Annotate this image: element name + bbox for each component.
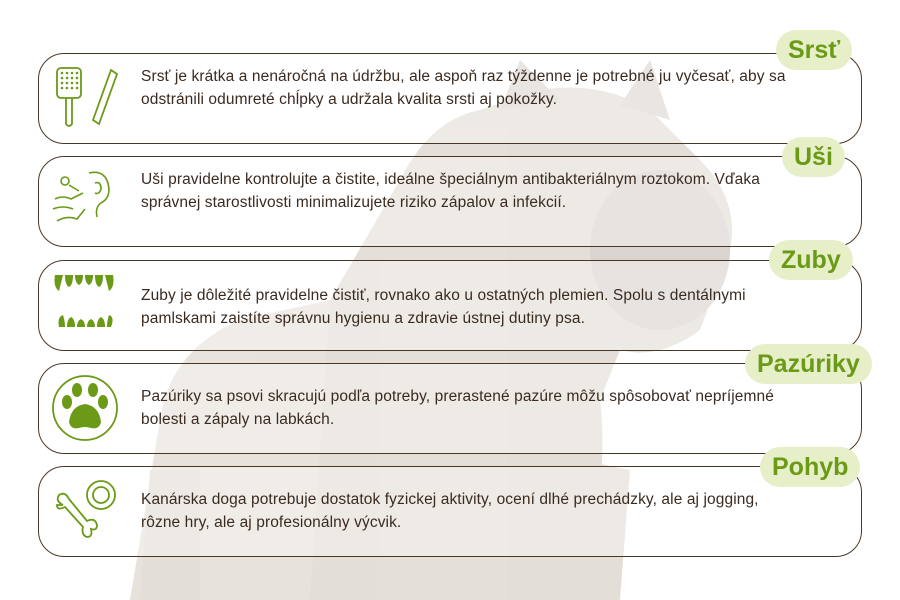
section-text: Kanárska doga potrebuje dostatok fyzickej aktivity, ocení dlhé prechádzky, ale aj jogging, rôzne hry, ale aj profesionálny výcvik. — [141, 491, 759, 531]
paw-icon — [49, 372, 121, 444]
section-title-badge: Srsť — [776, 30, 852, 70]
section-title-badge: Zuby — [769, 240, 853, 280]
section-card-usi — [38, 156, 862, 247]
section-text: Zuby je dôležité pravidelne čistiť, rovnako ako u ostatných plemien. Spolu s dentálnymi pamlskami zaistíte správnu hygienu a zdravie ústnej dutiny psa. — [141, 287, 746, 327]
section-text: Pazúriky sa psovi skracujú podľa potreby, prerastené pazúre môžu spôsobovať nepríjemné bolesti a zápaly na labkách. — [141, 388, 774, 428]
section-text: Uši pravidelne kontrolujte a čistite, ideálne špeciálnym antibakteriálnym roztokom. Vďaka správnej starostlivosti minimalizujete riziko zápalov a infekcií. — [141, 171, 760, 211]
brush-comb-icon — [49, 62, 121, 134]
section-card-pazuriky — [38, 363, 862, 454]
section-text: Srsť je krátka a nenáročná na údržbu, ale aspoň raz týždenne je potrebné ju vyčesať, aby sa odstránili odumreté chĺpky a udržala kvalita srsti aj pokožky. — [141, 68, 786, 108]
teeth-icon — [49, 269, 121, 341]
section-title-badge: Pazúriky — [745, 344, 872, 384]
bone-ball-icon — [49, 475, 121, 547]
section-card-pohyb — [38, 466, 862, 557]
section-title-badge: Uši — [782, 137, 845, 177]
section-title-badge: Pohyb — [760, 447, 860, 487]
ear-cleaning-icon — [49, 165, 121, 237]
section-card-zuby — [38, 260, 862, 351]
section-card-srst — [38, 53, 862, 144]
